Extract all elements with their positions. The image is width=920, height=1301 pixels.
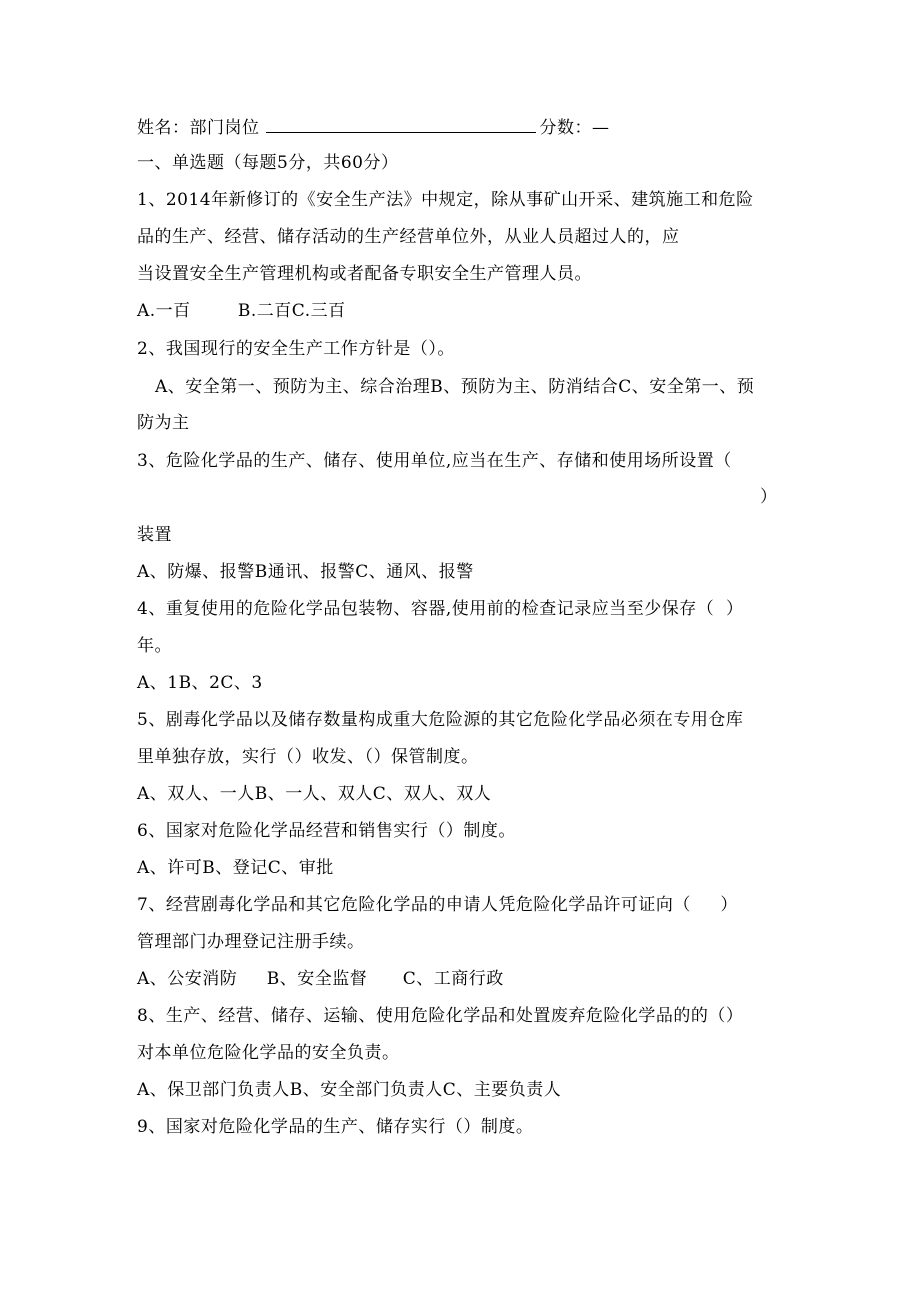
q1-line1: 1、2014年新修订的《安全生产法》中规定，除从事矿山开采、建筑施工和危险 [137, 190, 754, 210]
q7-options: A、公安消防 B、安全监督 C、工商行政 [137, 969, 504, 989]
q7-line2: 管理部门办理登记注册手续。 [137, 932, 365, 952]
q2-options-line2: 防为主 [137, 413, 190, 433]
q6-options: A、许可B、登记C、审批 [137, 858, 334, 878]
q9-line1: 9、国家对危险化学品的生产、储存实行（）制度。 [137, 1117, 534, 1137]
q4-options: A、1B、2C、3 [137, 673, 263, 693]
q5-line1: 5、剧毒化学品以及储存数量构成重大危险源的其它危险化学品必须在专用仓库 [137, 710, 744, 730]
q3-line1: 3、危险化学品的生产、储存、使用单位,应当在生产、存储和使用场所设置（ [137, 451, 732, 471]
header-line [137, 116, 610, 139]
q4-line2: 年。 [137, 636, 172, 656]
q1-line3: 当设置安全生产管理机构或者配备专职安全生产管理人员。 [137, 264, 592, 284]
q2-line1: 2、我国现行的安全生产工作方针是（）。 [137, 339, 455, 359]
q8-line1: 8、生产、经营、储存、运输、使用危险化学品和处置废弃危险化学品的的（） [137, 1006, 744, 1026]
q2-options-line1: A、安全第一、预防为主、综合治理B、预防为主、防消结合C、安全第一、预 [155, 377, 755, 397]
q3-line2: ） [760, 487, 778, 507]
q4-line1: 4、重复使用的危险化学品包装物、容器,使用前的检查记录应当至少保存（ ） [137, 599, 744, 619]
q3-line3: 装置 [137, 525, 172, 545]
name-department-label: 姓名：部门岗位 [137, 118, 260, 138]
q5-line2: 里单独存放，实行（）收发、（）保管制度。 [137, 747, 479, 767]
q8-line2: 对本单位危险化学品的安全负责。 [137, 1043, 400, 1063]
q7-line1: 7、经营剧毒化学品和其它危险化学品的申请人凭危险化学品许可证向（ ） [137, 895, 738, 915]
name-blank-field[interactable] [266, 116, 536, 133]
q1-line2: 品的生产、经营、储存活动的生产经营单位外，从业人员超过人的，应 [137, 227, 680, 247]
q6-line1: 6、国家对危险化学品经营和销售实行（）制度。 [137, 821, 516, 841]
section-title: 一、单选题（每题5分，共60分） [137, 153, 399, 173]
q8-options: A、保卫部门负责人B、安全部门负责人C、主要负责人 [137, 1080, 562, 1100]
q5-options: A、双人、一人B、一人、双人C、双人、双人 [137, 784, 492, 804]
q3-options: A、防爆、报警B通讯、报警C、通风、报警 [137, 562, 474, 582]
q1-options: A.一百 B.二百C.三百 [137, 301, 346, 321]
score-label: 分数：— [539, 118, 610, 138]
